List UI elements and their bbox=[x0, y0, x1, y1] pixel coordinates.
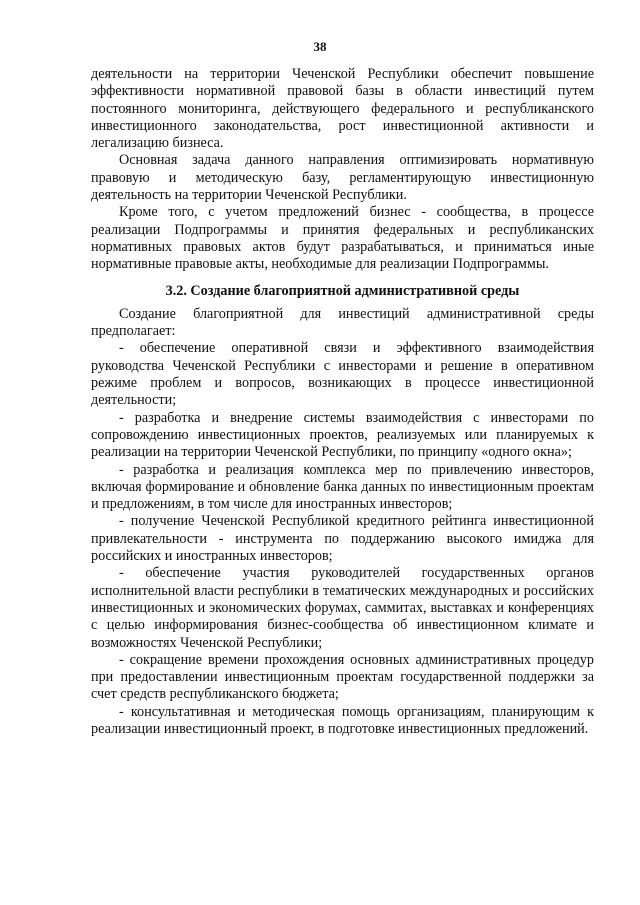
list-item: - консультативная и методическая помощь организациям, планирующим к реализации инвестиционный проект, в подготовке инвестиционных предложений. bbox=[91, 703, 594, 737]
list-item: - разработка и внедрение системы взаимодействия с инвесторами по сопровождению инвестиционных проектов, реализуемых или планируемых к реализации на территории Чеченской Республики, по принципу «одного окна»; bbox=[91, 409, 594, 461]
body-paragraph: деятельности на территории Чеченской Республики обеспечит повышение эффективности нормативной правовой базы в области инвестиций путем постоянного мониторинга, действующего федерального и республиканского инвестиционного законодательства, рост инвестиционной активности и легализацию бизнеса. bbox=[91, 66, 594, 152]
document-body bbox=[91, 66, 594, 738]
body-paragraph: Основная задача данного направления оптимизировать нормативную правовую и методическую базу, регламентирующую инвестиционную деятельность на территории Чеченской Республики. bbox=[91, 152, 594, 204]
list-item: - обеспечение участия руководителей государственных органов исполнительной власти республики в тематических международных и российских инвестиционных и экономических форумах, саммитах, выставках и конференциях с целью информирования бизнес-сообщества об инвестиционном климате и возможностях Чеченской Республики; bbox=[91, 565, 594, 651]
section-intro: Создание благоприятной для инвестиций административной среды предполагает: bbox=[91, 305, 594, 340]
list-item: - получение Чеченской Республикой кредитного рейтинга инвестиционной привлекательности - инструмента по поддержанию высокого имиджа для российских и иностранных инвесторов; bbox=[91, 513, 594, 565]
section-heading: 3.2. Создание благоприятной административной среды bbox=[165, 282, 520, 299]
list-item: - сокращение времени прохождения основных административных процедур при предоставлении инвестиционным проектам государственной поддержки за счет средств республиканского бюджета; bbox=[91, 651, 594, 703]
list-item: - обеспечение оперативной связи и эффективного взаимодействия руководства Чеченской Республики с инвесторами и решение в оперативном режиме проблем и вопросов, возникающих в процессе инвестиционной деятельности; bbox=[91, 340, 594, 409]
list-item: - разработка и реализация комплекса мер по привлечению инвесторов, включая формирование и обновление банка данных по инвестиционным проектам и предложениям, в том числе для иностранных инвесторов; bbox=[91, 461, 594, 513]
body-paragraph: Кроме того, с учетом предложений бизнес - сообщества, в процессе реализации Подпрограммы и принятия федеральных и республиканских нормативных правовых актов будут разрабатываться, и приниматься иные нормативные правовые акты, необходимые для реализации Подпрограммы. bbox=[91, 204, 594, 273]
page-number: 38 bbox=[313, 39, 327, 54]
